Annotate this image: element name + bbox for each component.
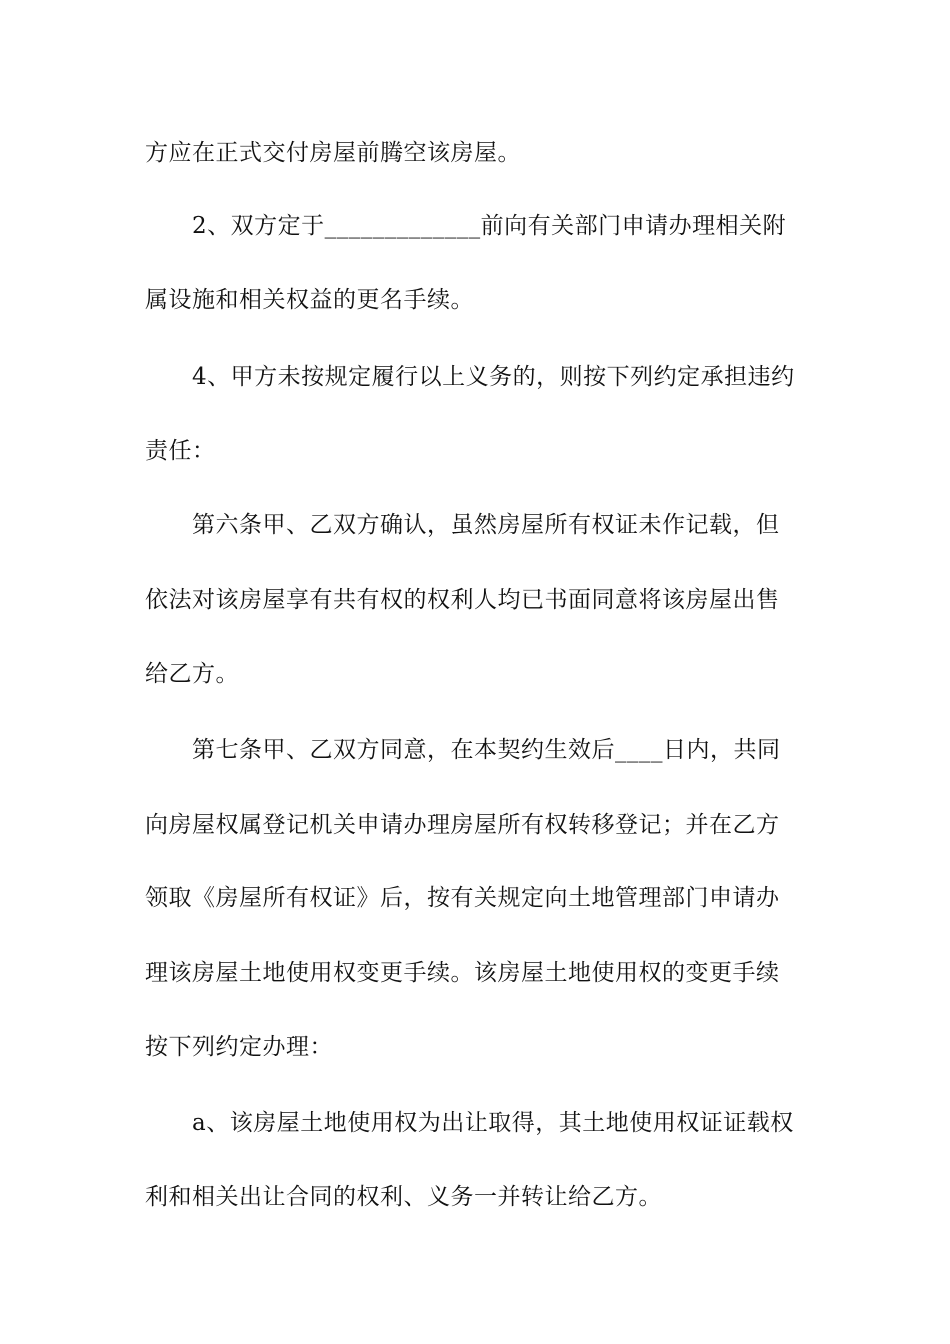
text-line: 领取《房屋所有权证》后，按有关规定向土地管理部门申请办	[145, 885, 780, 911]
text-line: 第六条甲、乙双方确认，虽然房屋所有权证未作记载，但	[192, 512, 780, 538]
text-line: 责任：	[145, 438, 216, 464]
text-line: 理该房屋土地使用权变更手续。该房屋土地使用权的变更手续	[145, 960, 780, 986]
text-line: 依法对该房屋享有共有权的权利人均已书面同意将该房屋出售	[145, 587, 780, 613]
text-line: a、该房屋土地使用权为出让取得，其土地使用权证证载权	[192, 1110, 794, 1136]
text-line: 按下列约定办理：	[145, 1034, 333, 1060]
text-line: 利和相关出让合同的权利、义务一并转让给乙方。	[145, 1184, 662, 1210]
text-line: 向房屋权属登记机关申请办理房屋所有权转移登记；并在乙方	[145, 812, 780, 838]
text-line: 方应在正式交付房屋前腾空该房屋。	[145, 140, 521, 166]
text-line: 第七条甲、乙双方同意，在本契约生效后____日内，共同	[192, 737, 781, 763]
text-line: 属设施和相关权益的更名手续。	[145, 287, 474, 313]
text-line: 4、甲方未按规定履行以上义务的，则按下列约定承担违约	[192, 364, 795, 390]
text-line: 2、双方定于_____________前向有关部门申请办理相关附	[192, 213, 787, 239]
text-line: 给乙方。	[145, 661, 239, 687]
